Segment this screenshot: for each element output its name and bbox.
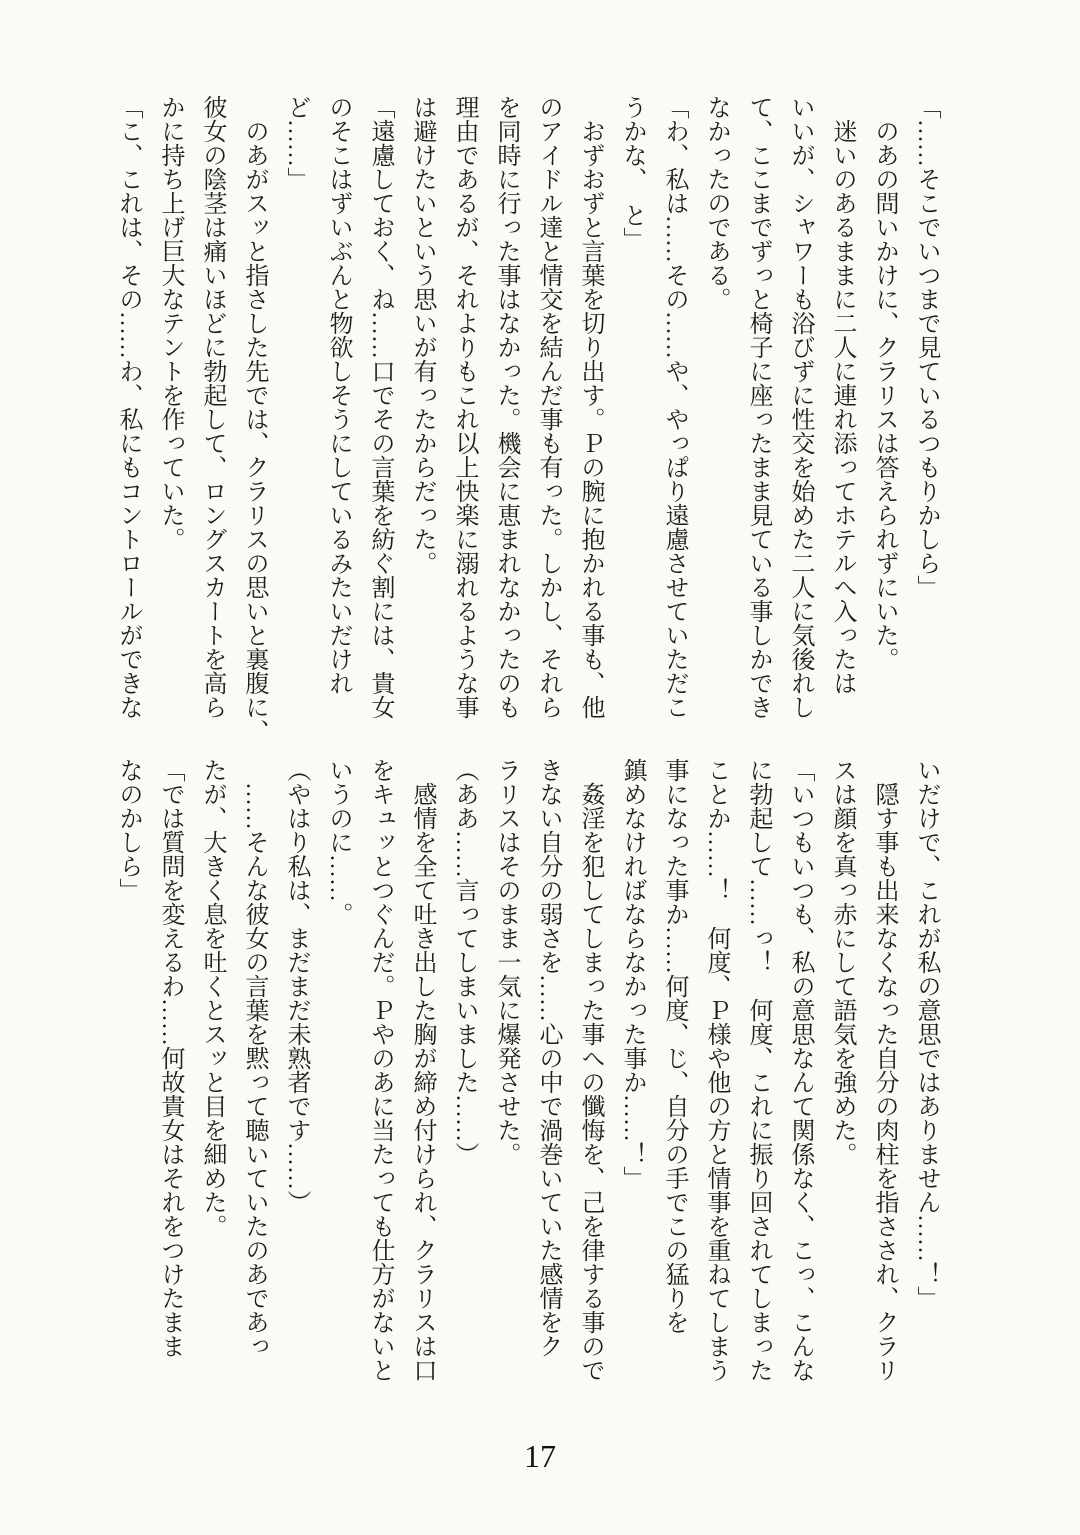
text-column: 「……そこでいつまで見ているつもりかしら」 [913,95,939,599]
page-number: 17 [524,1438,556,1474]
text-column: 「では質問を変えるわ……何故貴女はそれをつけたまま [157,758,183,1358]
text-column: のあの問いかけに、クラリスは答えられずにいた。 [871,95,897,671]
text-column: のあがスッと指さした先では、クラリスの思いと裏腹に、 [241,95,267,743]
text-column: 彼女の陰茎は痛いほどに勃起して、ロングスカートを高ら [199,95,225,719]
text-column: て、ここまでずっと椅子に座ったまま見ている事しかでき [745,95,771,719]
text-column: きない自分の弱さを……心の中で渦巻いていた感情をク [535,758,561,1358]
text-column: を同時に行った事はなかった。機会に恵まれなかったのも [493,95,519,719]
text-column: なのかしら」 [115,758,141,902]
text-column: 姦淫を犯してしまった事への懺悔を、己を律する事ので [577,758,603,1382]
text-column: ラリスはそのまま一気に爆発させた。 [493,758,519,1166]
text-column: ……そんな彼女の言葉を黙って聴いていたのあであっ [241,758,267,1358]
text-block-top [107,95,947,747]
text-column: のそこはずいぶんと物欲しそうにしているみたいだけれ [325,95,351,695]
text-column: なかったのである。 [703,95,729,311]
text-column: に勃起して……っ！ 何度、これに振り回されてしまった [745,758,771,1382]
text-column: 感情を全て吐き出した胸が締め付けられ、クラリスは口 [409,758,435,1382]
text-column: ことか……！ 何度、Ｐ様や他の方と情事を重ねてしまう [703,758,729,1382]
text-column: 「こ、これは、その……わ、私にもコントロールができな [115,95,141,719]
text-column: をキュッとつぐんだ。Ｐやのあに当たっても仕方がないと [367,758,393,1382]
text-column: は避けたいという思いが有ったからだった。 [409,95,435,575]
text-column: 「遠慮しておく、ね……口でその言葉を紡ぐ割には、貴女 [367,95,393,719]
text-column: うかな、 と」 [619,95,645,251]
text-column: （ああ……言ってしまいました……） [451,758,477,1166]
text-column: スは顔を真っ赤にして語気を強めた。 [829,758,855,1166]
text-column: おずおずと言葉を切り出す。Ｐの腕に抱かれる事も、他 [577,95,603,719]
text-column: 隠す事も出来なくなった自分の肉柱を指さされ、クラリ [871,758,897,1382]
text-column: 「わ、私は……その……や、やっぱり遠慮させていただこ [661,95,687,719]
text-column: 鎮めなければならなかった事か……！」 [619,758,645,1190]
text-column: のアイドル達と情交を結んだ事も有った。しかし、それら [535,95,561,719]
text-column: いうのに……。 [325,758,351,926]
text-column: いいが、シャワーも浴びずに性交を始めた二人に気後れし [787,95,813,719]
text-column: たが、大きく息を吐くとスッと目を細めた。 [199,758,225,1238]
text-block-bottom [107,758,947,1410]
text-column: 理由であるが、それよりもこれ以上快楽に溺れるような事 [451,95,477,719]
text-column: （やはり私は、まだまだ未熟者です……） [283,758,309,1214]
text-column: 迷いのあるままに二人に連れ添ってホテルへ入ったは [829,95,855,695]
text-column: いだけで、これが私の意思ではありません……！」 [913,758,939,1310]
text-column: ど……」 [283,95,309,191]
text-column: かに持ち上げ巨大なテントを作っていた。 [157,95,183,551]
text-column: 事になった事か……何度、じ、自分の手でこの猛りを [661,758,687,1334]
text-column: 「いつもいつも、私の意思なんて関係なく、こっ、こんな [787,758,813,1382]
